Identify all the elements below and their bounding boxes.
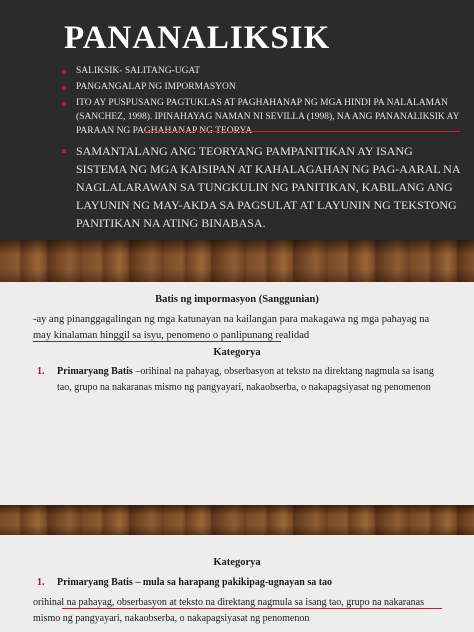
bullet-item — [62, 80, 462, 94]
bullet-text: PANGANGALAP NG IMPORMASYON — [76, 82, 236, 92]
bullet-item — [62, 64, 462, 78]
item-description: orihinal na pahayag, obserbasyon at teksto na direktang nagmula sa isang tao, grupo na nakaranas mismo ng pangyayari, nakaobserba, o nakapagsiyasat ng penomenon — [33, 597, 424, 624]
bullet-square-icon — [62, 86, 66, 90]
bullet-square-icon — [62, 102, 66, 106]
handwritten-underline — [62, 608, 442, 609]
slide-kategorya — [0, 535, 474, 632]
slide-heading: Batis ng impormasyon (Sanggunian) — [155, 294, 319, 305]
slide-title: PANANALIKSIK — [64, 20, 331, 56]
underline-mark — [33, 341, 281, 342]
bullet-text: SAMANTALANG ANG TEORYANG PAMPANITIKAN AY ISANG SISTEMA NG MGA KAISIPAN AT KAHALAGAHAN NG PAG-AARAL NA NAGLALARAWAN SA TUNGKULIN NG PANITIKAN, KABILANG ANG LAYUNIN NG MAY-AKDA SA PAGSULAT AT LAYUNIN NG TEKSTONG PANITIKAN NA ATING BINABASA. — [76, 144, 460, 230]
item-term — [37, 575, 442, 591]
bullet-item — [62, 142, 462, 232]
item-term: Primaryang Batis — [57, 366, 133, 377]
numbered-item — [37, 575, 442, 591]
bullet-text: SALIKSIK- SALITANG-UGAT — [76, 66, 201, 76]
numbered-item — [37, 364, 442, 396]
item-text-block — [37, 364, 442, 396]
slide-heading: Kategorya — [213, 557, 261, 568]
bullet-square-icon — [62, 149, 66, 153]
definition-text: -ay ang pinanggagalingan ng mga katunayan na kailangan para makagawa ng mga pahayag na may kinalaman hinggil sa isyu, penomeno o panlipunang realidad — [33, 314, 430, 341]
bullet-square-icon — [62, 70, 66, 74]
wood-floor-divider — [0, 240, 474, 282]
slide-batis-ng-impormasyon — [0, 282, 474, 505]
handwritten-underline — [144, 131, 460, 132]
bullet-text: ITO AY PUSPUSANG PAGTUKLAS AT PAGHAHANAP NG MGA HINDI PA NALALAMAN (SANCHEZ, 1998). IPINAHAYAG NAMAN NI SEVILLA (1998), NA ANG PANANALIKSIK AY PARAAN NG PAGHAHANAP NG TEORYA — [76, 98, 460, 136]
item-description: –orihinal na pahayag, obserbasyon at teksto na direktang nagmula sa isang tao, grupo na nakaranas mismo ng pangyayari, nakaobserba, o nakapagsiyasat ng penomenon — [57, 366, 434, 393]
slide-pananaliksik — [0, 0, 474, 240]
wood-floor-divider — [0, 505, 474, 535]
item-number: 1. — [37, 577, 45, 588]
subheading: Kategorya — [213, 347, 261, 358]
bullet-list — [62, 64, 462, 232]
item-term-text: Primaryang Batis – mula sa harapang pakikipag-ugnayan sa tao — [57, 577, 333, 588]
item-number: 1. — [37, 366, 45, 377]
